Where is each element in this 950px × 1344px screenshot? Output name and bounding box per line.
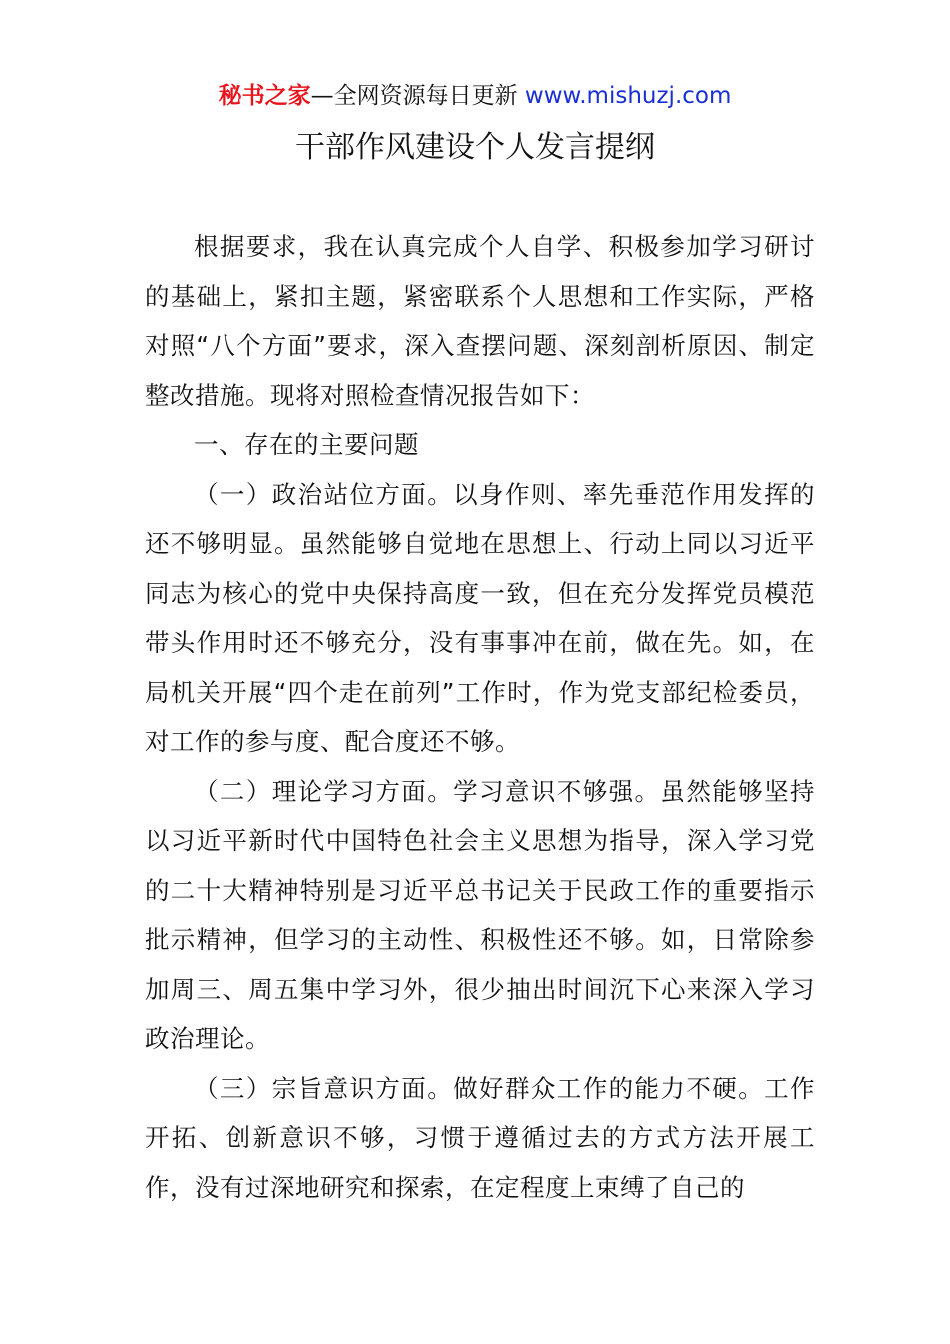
paragraph-theory-study: （二）理论学习方面。学习意识不够强。虽然能够坚持以习近平新时代中国特色社会主义思想为指导，深入学习党的二十大精神特别是习近平总书记关于民政工作的重要指示批示精神，但学习的主动性、积极性还不够。如，日常除参加周三、周五集中学习外，很少抽出时间沉下心来深入学习政治理论。 [145, 776, 815, 1053]
site-banner [0, 80, 950, 112]
document-body [145, 222, 815, 1212]
paragraph-political-stance: （一）政治站位方面。以身作则、率先垂范作用发挥的还不够明显。虽然能够自觉地在思想上、行动上同以习近平同志为核心的党中央保持高度一致，但在充分发挥党员模范带头作用时还不够充分，没有事事冲在前，做在先。如，在局机关开展“四个走在前列”工作时，作为党支部纪检委员，对工作的参与度、配合度还不够。 [145, 479, 815, 756]
banner-brand: 秘书之家 [218, 83, 311, 109]
document-title: 干部作风建设个人发言提纲 [295, 130, 655, 165]
banner-tagline: —全网资源每日更新 [310, 83, 518, 109]
banner-url-link[interactable]: www.mishuzj.com [524, 83, 732, 109]
paragraph-purpose-awareness: （三）宗旨意识方面。做好群众工作的能力不硬。工作开拓、创新意识不够，习惯于遵循过去的方式方法开展工作，没有过深地研究和探索，在定程度上束缚了自己的 [145, 1073, 815, 1202]
section-heading: 一、存在的主要问题 [194, 430, 419, 459]
paragraph-intro: 根据要求，我在认真完成个人自学、积极参加学习研讨的基础上，紧扣主题，紧密联系个人思想和工作实际，严格对照“八个方面”要求，深入查摆问题、深刻剖析原因、制定整改措施。现将对照检查情况报告如下： [145, 232, 815, 410]
